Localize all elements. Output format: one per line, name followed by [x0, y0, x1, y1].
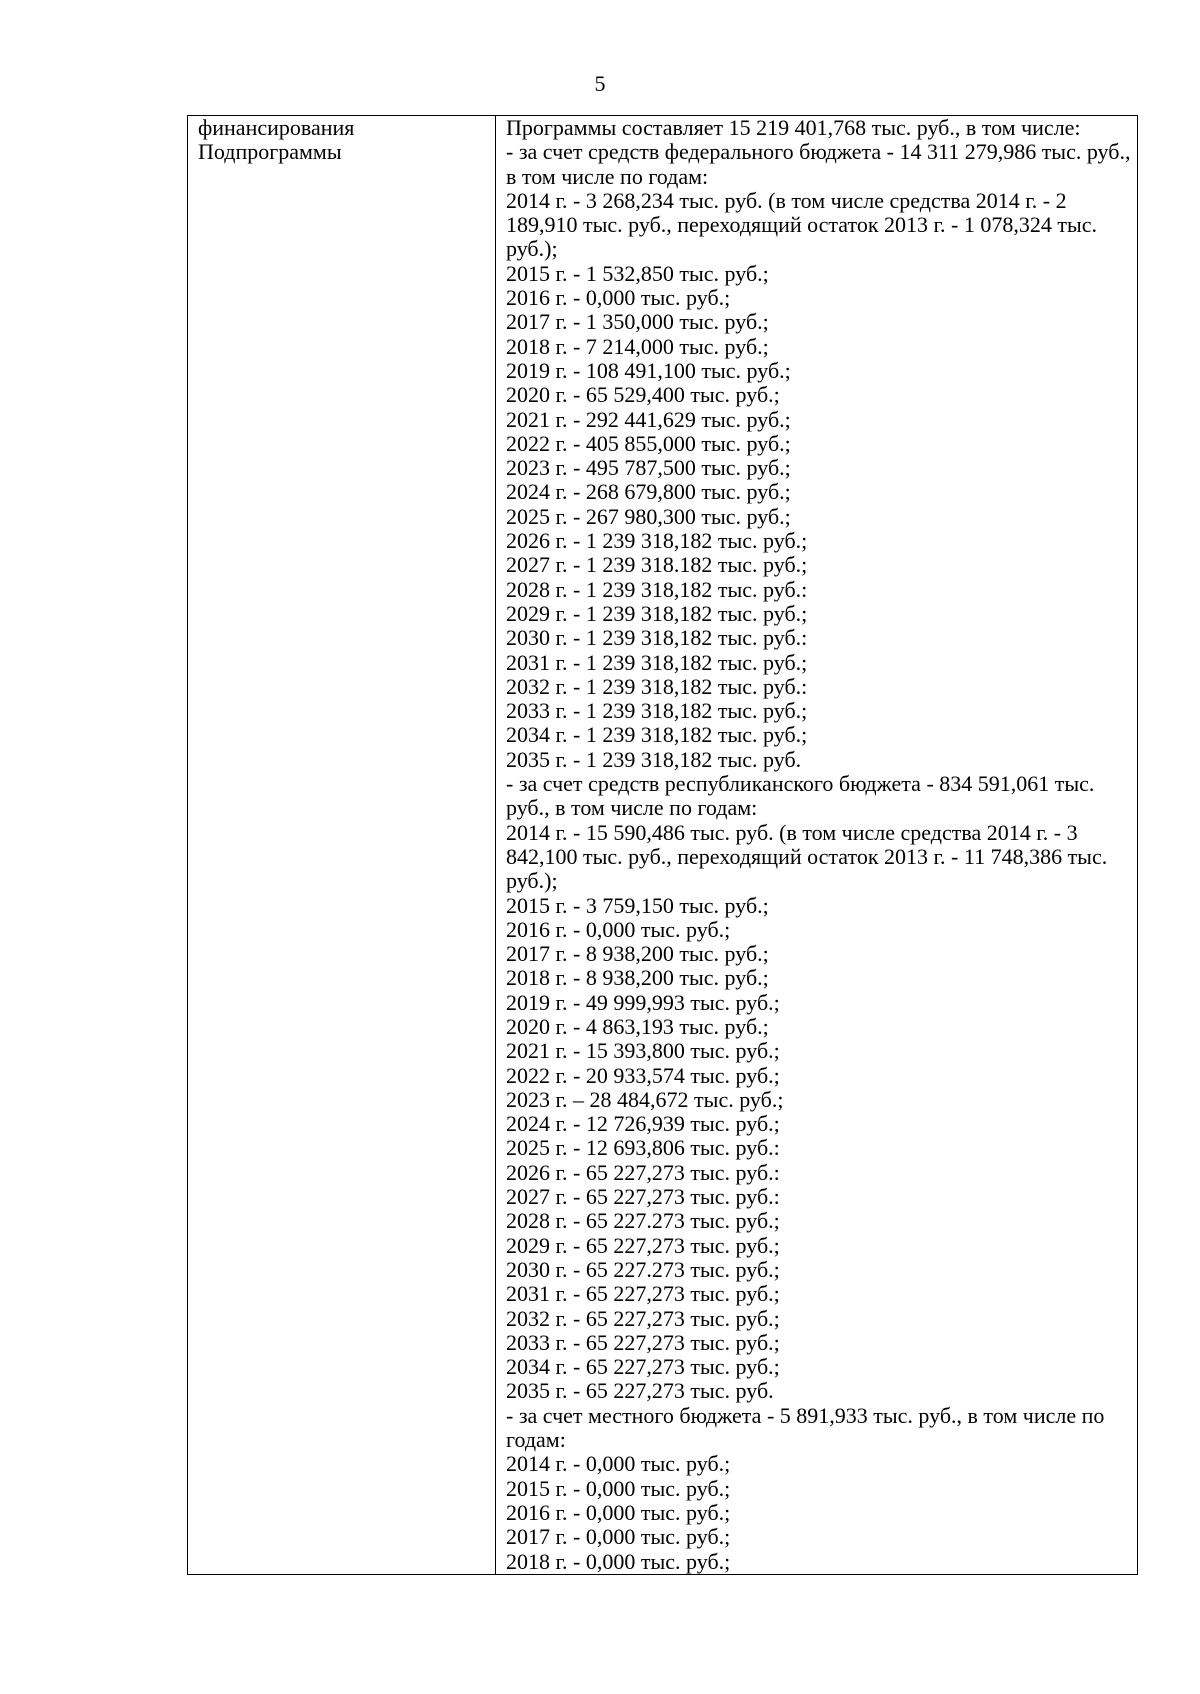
republican-year-line: 2026 г. - 65 227,273 тыс. руб.: [506, 1159, 780, 1185]
federal-year-line: 2033 г. - 1 239 318,182 тыс. руб.; [506, 698, 808, 724]
federal-year-line: 2015 г. - 1 532,850 тыс. руб.; [506, 260, 769, 286]
row-label-cell [188, 116, 496, 1575]
row-label-line: Подпрограммы [198, 139, 342, 165]
republican-year-line: 2031 г. - 65 227,273 тыс. руб.; [506, 1281, 780, 1307]
republican-year-line: 2034 г. - 65 227,273 тыс. руб.; [506, 1354, 780, 1380]
federal-year-line: 2024 г. - 268 679,800 тыс. руб.; [506, 479, 791, 505]
local-year-line: 2016 г. - 0,000 тыс. руб.; [506, 1499, 731, 1525]
federal-year-line: 2021 г. - 292 441,629 тыс. руб.; [506, 406, 791, 432]
federal-year-line: 2026 г. - 1 239 318,182 тыс. руб.; [506, 528, 808, 554]
local-year-line: 2014 г. - 0,000 тыс. руб.; [506, 1451, 731, 1477]
federal-year-line: 2018 г. - 7 214,000 тыс. руб.; [506, 333, 769, 359]
federal-year-line: 2016 г. - 0,000 тыс. руб.; [506, 285, 731, 311]
republican-year-line: 2028 г. - 65 227.273 тыс. руб.; [506, 1208, 780, 1234]
table-row [188, 116, 1138, 1575]
republican-year-line: 2029 г. - 65 227,273 тыс. руб.; [506, 1232, 780, 1258]
republican-year-line: 2025 г. - 12 693,806 тыс. руб.: [506, 1135, 780, 1161]
republican-year-line: 2018 г. - 8 938,200 тыс. руб.; [506, 965, 769, 991]
republican-year-line: 2016 г. - 0,000 тыс. руб.; [506, 916, 731, 942]
local-year-line: 2017 г. - 0,000 тыс. руб.; [506, 1524, 731, 1550]
federal-year-line: 2034 г. - 1 239 318,182 тыс. руб.; [506, 722, 808, 748]
federal-year-line: 2035 г. - 1 239 318,182 тыс. руб. [506, 746, 802, 772]
intro-line: Программы составляет 15 219 401,768 тыс. руб., в том числе: [506, 115, 1081, 140]
republican-year-line: 2033 г. - 65 227,273 тыс. руб.; [506, 1329, 780, 1355]
page-number: 5 [594, 71, 606, 96]
federal-year-line: 2029 г. - 1 239 318,182 тыс. руб.; [506, 600, 808, 626]
federal-year-line: 2022 г. - 405 855,000 тыс. руб.; [506, 430, 791, 456]
republican-year-line: 2021 г. - 15 393,800 тыс. руб.; [506, 1038, 780, 1064]
federal-year-line: 2014 г. - 3 268,234 тыс. руб. (в том числе средства 2014 г. - 2 189,910 тыс. руб., переходящий остаток 2013 г. - 1 078,324 тыс. руб.); [506, 187, 1098, 262]
republican-year-line: 2027 г. - 65 227,273 тыс. руб.: [506, 1184, 780, 1210]
federal-budget-section [506, 140, 1131, 772]
local-budget-section [506, 1404, 1131, 1574]
financing-table [187, 115, 1138, 1575]
republican-year-line: 2019 г. - 49 999,993 тыс. руб.; [506, 989, 780, 1015]
republican-year-line: 2015 г. - 3 759,150 тыс. руб.; [506, 892, 769, 918]
row-value-cell [496, 116, 1138, 1575]
republican-year-line: 2023 г. – 28 484,672 тыс. руб.; [506, 1086, 784, 1112]
federal-year-line: 2023 г. - 495 787,500 тыс. руб.; [506, 455, 791, 481]
republican-header: - за счет средств республиканского бюджета - 834 591,061 тыс. руб., в том числе по годам: [506, 771, 1095, 821]
republican-year-line: 2022 г. - 20 933,574 тыс. руб.; [506, 1062, 780, 1088]
republican-year-line: 2032 г. - 65 227,273 тыс. руб.; [506, 1305, 780, 1331]
federal-year-line: 2019 г. - 108 491,100 тыс. руб.; [506, 357, 791, 383]
federal-year-line: 2017 г. - 1 350,000 тыс. руб.; [506, 309, 769, 335]
republican-year-line: 2030 г. - 65 227.273 тыс. руб.; [506, 1256, 780, 1282]
federal-year-line: 2032 г. - 1 239 318,182 тыс. руб.: [506, 673, 808, 699]
row-label-line: финансирования [198, 115, 355, 140]
federal-year-line: 2028 г. - 1 239 318,182 тыс. руб.: [506, 576, 808, 602]
local-year-line: 2018 г. - 0,000 тыс. руб.; [506, 1548, 731, 1574]
federal-year-line: 2031 г. - 1 239 318,182 тыс. руб.; [506, 649, 808, 675]
local-year-line: 2015 г. - 0,000 тыс. руб.; [506, 1475, 731, 1501]
republican-year-line: 2017 г. - 8 938,200 тыс. руб.; [506, 941, 769, 967]
federal-year-line: 2020 г. - 65 529,400 тыс. руб.; [506, 382, 780, 408]
republican-budget-section [506, 772, 1131, 1404]
federal-year-line: 2030 г. - 1 239 318,182 тыс. руб.: [506, 625, 808, 651]
republican-year-line: 2035 г. - 65 227,273 тыс. руб. [506, 1378, 774, 1404]
federal-year-line: 2027 г. - 1 239 318.182 тыс. руб.; [506, 552, 808, 578]
federal-header: - за счет средств федерального бюджета - 14 311 279,986 тыс. руб., в том числе по годам: [506, 139, 1131, 189]
republican-year-line: 2024 г. - 12 726,939 тыс. руб.; [506, 1111, 780, 1137]
republican-year-line: 2014 г. - 15 590,486 тыс. руб. (в том числе средства 2014 г. - 3 842,100 тыс. руб., переходящий остаток 2013 г. - 11 748,386 тыс. руб.); [506, 819, 1108, 894]
republican-year-line: 2020 г. - 4 863,193 тыс. руб.; [506, 1013, 769, 1039]
local-header: - за счет местного бюджета - 5 891,933 тыс. руб., в том числе по годам: [506, 1402, 1105, 1453]
federal-year-line: 2025 г. - 267 980,300 тыс. руб.; [506, 503, 791, 529]
